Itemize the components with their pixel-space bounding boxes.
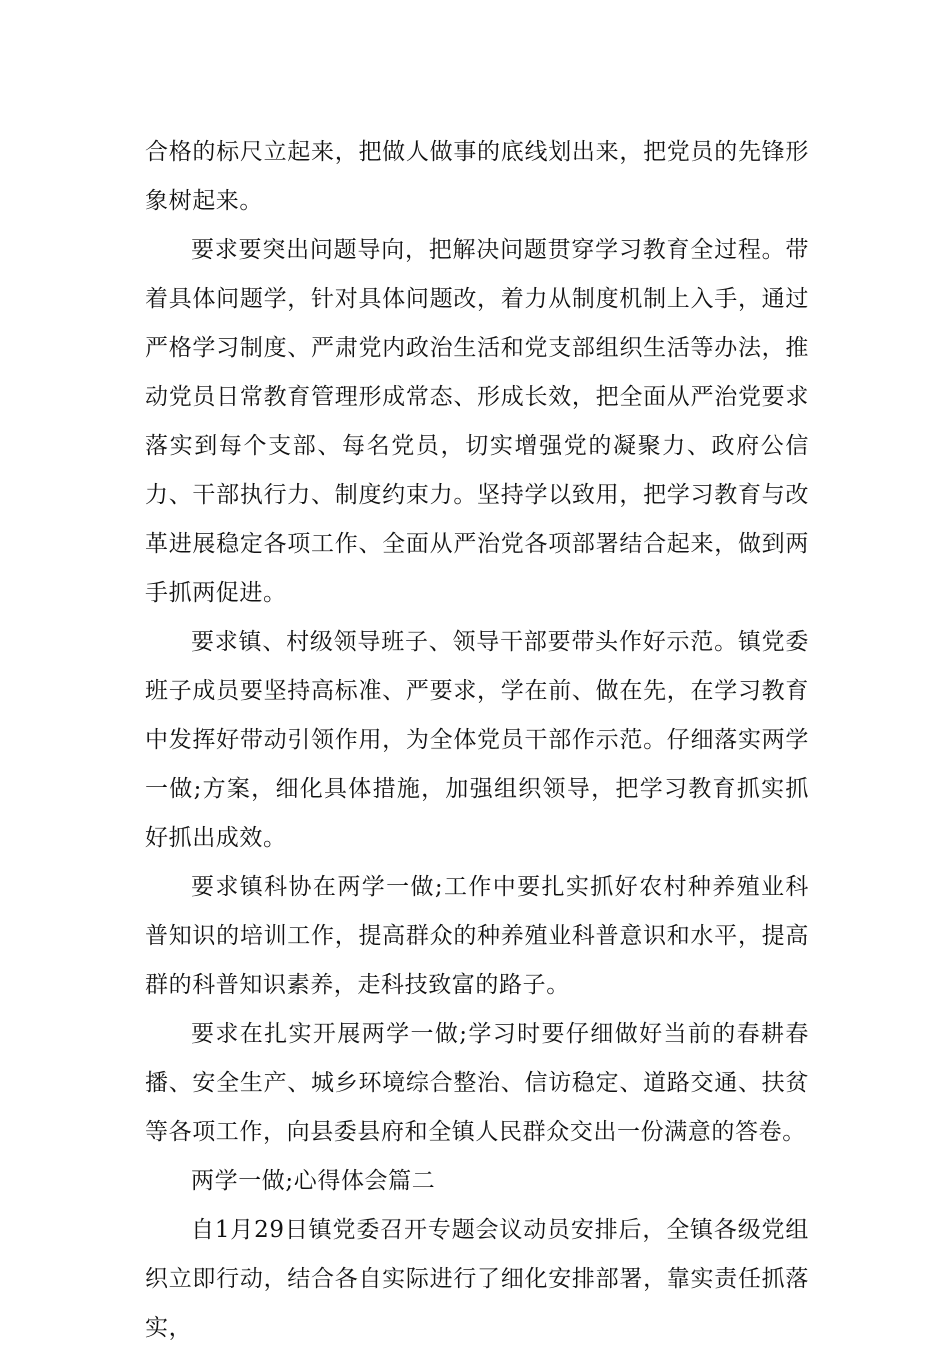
paragraph-spring-work: 要求在扎实开展两学一做;学习时要仔细做好当前的春耕春播、安全生产、城乡环境综合整治、信访稳定、道路交通、扶贫等各项工作，向县委县府和全镇人民群众交出一份满意的答卷。: [145, 1021, 809, 1145]
section-heading: 两学一做;心得体会篇二: [191, 1168, 436, 1194]
paragraph-leadership-example: 要求镇、村级领导班子、领导干部要带头作好示范。镇党委班子成员要坚持高标准、严要求，学在前、做在先，在学习教育中发挥好带动引领作用，为全体党员干部作示范。仔细落实两学一做;方案，细化具体措施，加强组织领导，把学习教育抓实抓好抓出成效。: [145, 629, 809, 851]
paragraph-mobilization: 自1月29日镇党委召开专题会议动员安排后，全镇各级党组织立即行动，结合各自实际进行了细化安排部署，靠实责任抓落实，: [145, 1217, 809, 1341]
paragraph-continuation: 合格的标尺立起来，把做人做事的底线划出来，把党员的先锋形象树起来。: [145, 139, 809, 214]
paragraph-problem-orientation: 要求要突出问题导向，把解决问题贯穿学习教育全过程。带着具体问题学，针对具体问题改，着力从制度机制上入手，通过严格学习制度、严肃党内政治生活和党支部组织生活等办法，推动党员日常教育管理形成常态、形成长效，把全面从严治党要求落实到每个支部、每名党员，切实增强党的凝聚力、政府公信力、干部执行力、制度约束力。坚持学以致用，把学习教育与改革进展稳定各项工作、全面从严治党各项部署结合起来，做到两手抓两促进。: [145, 237, 809, 606]
paragraph-science-association: 要求镇科协在两学一做;工作中要扎实抓好农村种养殖业科普知识的培训工作，提高群众的种养殖业科普意识和水平，提高群的科普知识素养，走科技致富的路子。: [145, 874, 809, 998]
document-body: [145, 128, 809, 1353]
